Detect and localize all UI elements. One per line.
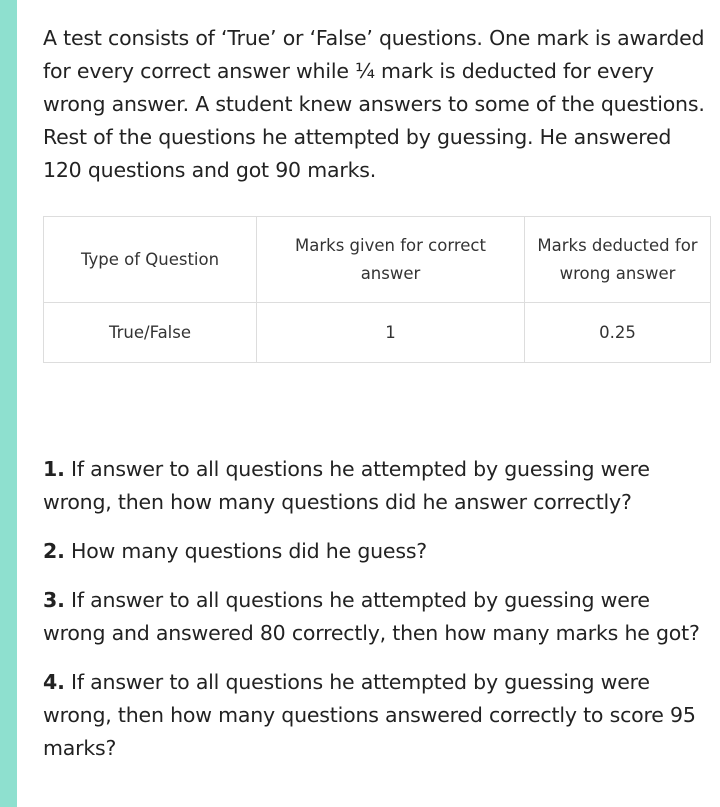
question-text: How many questions did he guess? xyxy=(70,539,427,563)
intro-paragraph: A test consists of ‘True’ or ‘False’ questions. One mark is awarded for every correct answer while ¼ mark is deducted for every wrong answer. A student knew answers to some of the questions. Rest of the questions he attempted by guessing. He answered 120 questions and got 90 marks. xyxy=(43,26,705,182)
question-number: 1. xyxy=(43,457,65,481)
question-item xyxy=(43,666,711,765)
question-list xyxy=(43,453,711,765)
question-item xyxy=(43,584,711,650)
question-text: If answer to all questions he attempted by guessing were wrong and answered 80 correctly, then how many marks he got? xyxy=(43,588,700,645)
question-item xyxy=(43,535,711,568)
question-number: 2. xyxy=(43,539,65,563)
marks-table xyxy=(43,216,711,363)
table-header-cell: Type of Question xyxy=(44,217,257,303)
main-content xyxy=(43,22,711,781)
table-header-row xyxy=(44,217,711,303)
question-text: If answer to all questions he attempted by guessing were wrong, then how many questions did he answer correctly? xyxy=(43,457,650,514)
left-accent-bar xyxy=(0,0,17,807)
question-number: 3. xyxy=(43,588,65,612)
question-item xyxy=(43,453,711,519)
table-header-cell: Marks deducted for wrong answer xyxy=(525,217,711,303)
table-cell: 0.25 xyxy=(525,303,711,363)
table-header-cell: Marks given for correct answer xyxy=(257,217,525,303)
table-row xyxy=(44,303,711,363)
question-text: If answer to all questions he attempted by guessing were wrong, then how many questions answered correctly to score 95 marks? xyxy=(43,670,696,760)
table-cell: True/False xyxy=(44,303,257,363)
table-cell: 1 xyxy=(257,303,525,363)
question-number: 4. xyxy=(43,670,65,694)
